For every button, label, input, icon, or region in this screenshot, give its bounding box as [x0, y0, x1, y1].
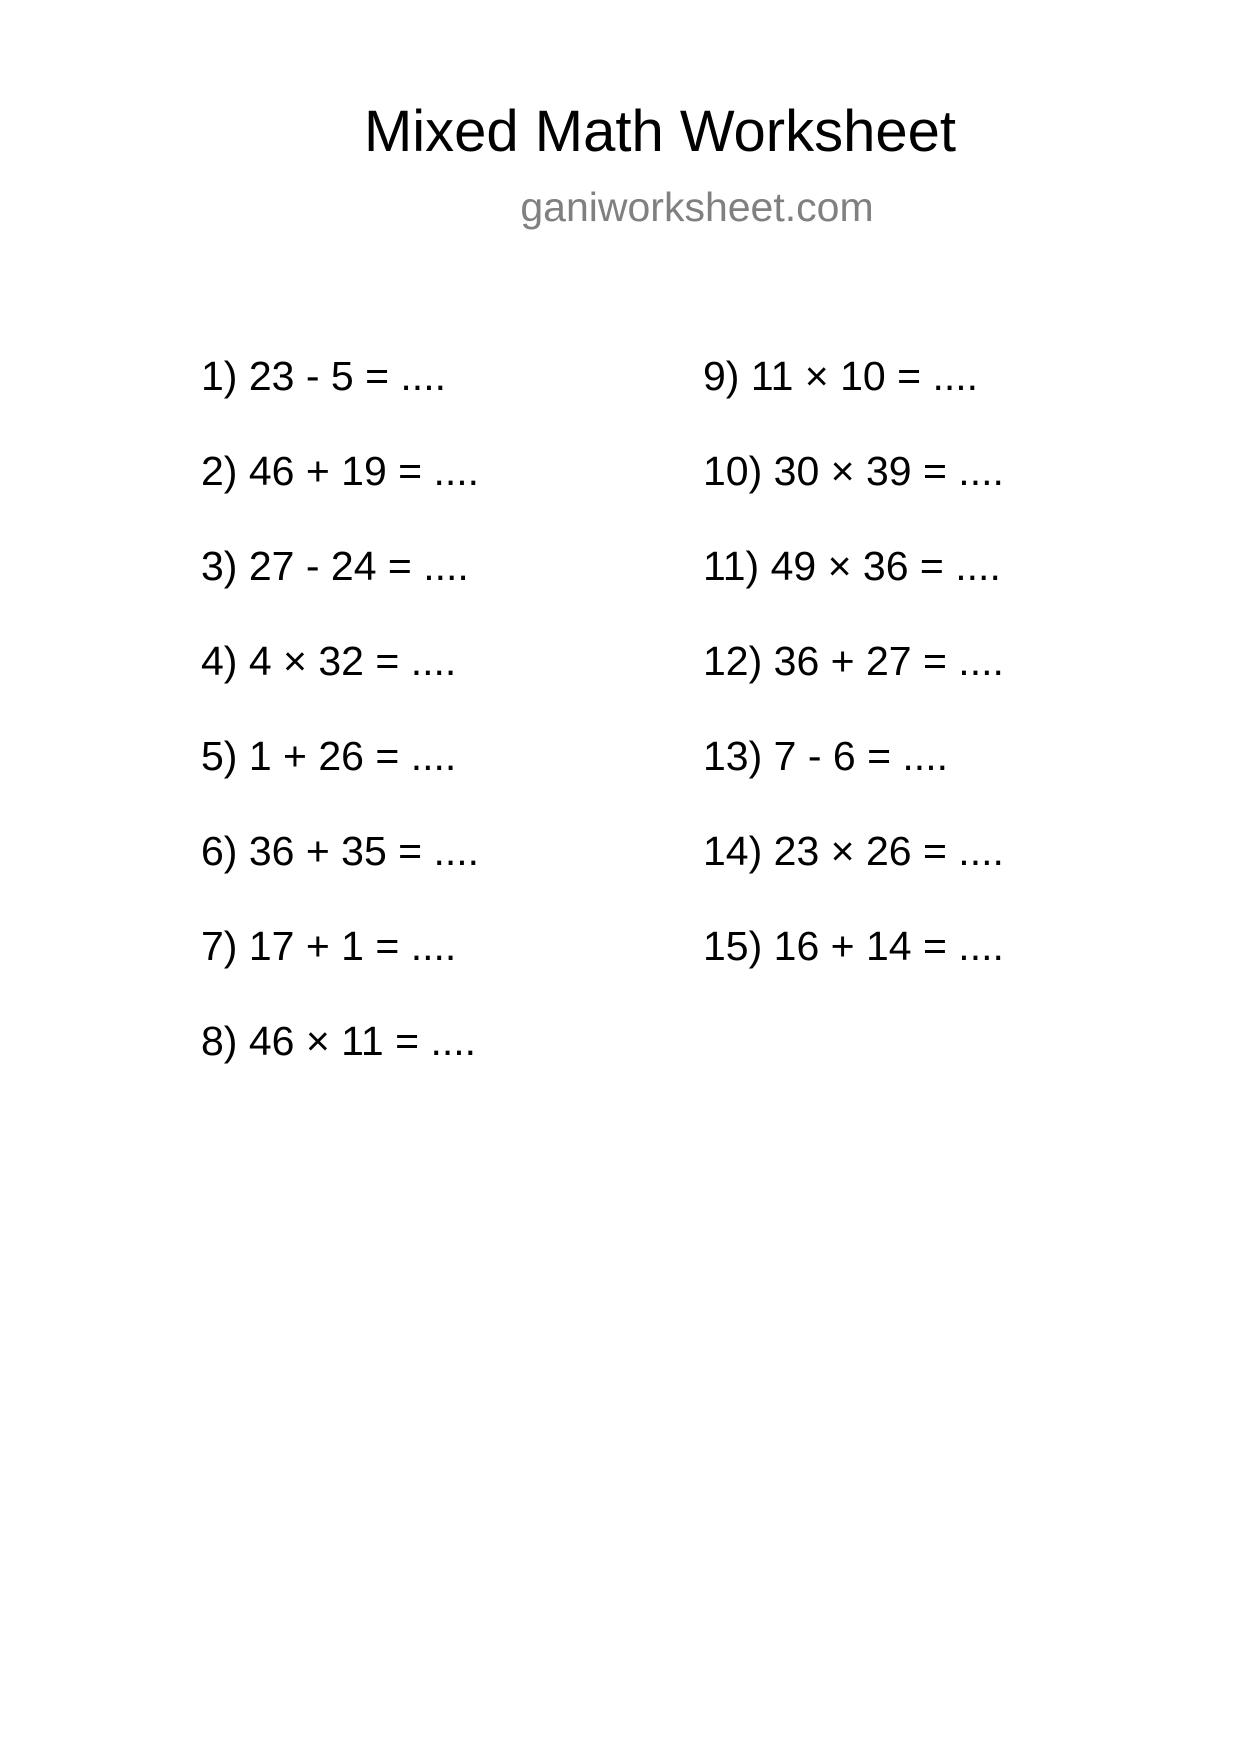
- problem-15: 15) 16 + 14 = ....: [703, 923, 1004, 969]
- problem-11: 11) 49 × 36 = ....: [703, 543, 1001, 589]
- problem-12: 12) 36 + 27 = ....: [703, 638, 1004, 684]
- problem-10: 10) 30 × 39 = ....: [703, 448, 1004, 494]
- problem-5: 5) 1 + 26 = ....: [201, 733, 457, 779]
- problem-8: 8) 46 × 11 = ....: [201, 1018, 477, 1064]
- problem-9: 9) 11 × 10 = ....: [703, 353, 979, 399]
- problem-4: 4) 4 × 32 = ....: [201, 638, 457, 684]
- problem-3: 3) 27 - 24 = ....: [201, 543, 469, 589]
- problem-2: 2) 46 + 19 = ....: [201, 448, 480, 494]
- problem-7: 7) 17 + 1 = ....: [201, 923, 457, 969]
- problem-13: 13) 7 - 6 = ....: [703, 733, 948, 779]
- problem-column-left: [201, 352, 479, 1112]
- problem-6: 6) 36 + 35 = ....: [201, 828, 480, 874]
- problem-1: 1) 23 - 5 = ....: [201, 353, 446, 399]
- worksheet-title: Mixed Math Worksheet: [363, 99, 957, 164]
- website-url: ganiworksheet.com: [520, 184, 874, 230]
- problem-column-right: [703, 352, 1004, 1017]
- problem-14: 14) 23 × 26 = ....: [703, 828, 1004, 874]
